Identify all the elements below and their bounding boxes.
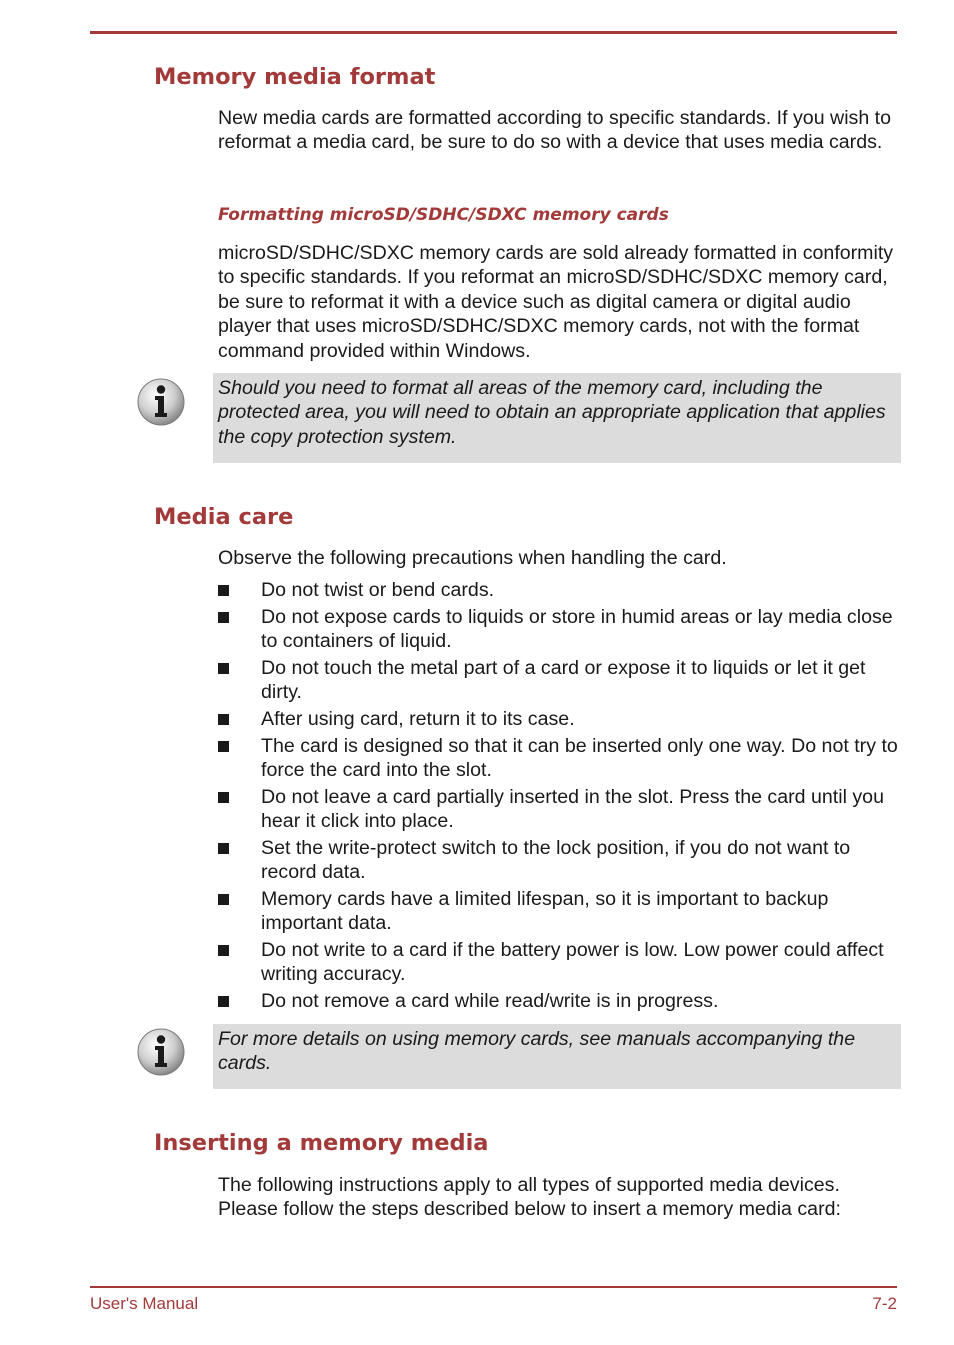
info-icon <box>136 377 186 427</box>
media-care-intro: Observe the following precautions when handling the card. <box>218 547 727 569</box>
bullet-square-icon <box>218 585 229 596</box>
note-text-details: For more details on using memory cards, see manuals accompanying the cards. <box>218 1028 856 1075</box>
memory-format-intro: New media cards are formatted according to specific standards. If you wish to reformat a media card, be sure to do so with a device that uses media cards. <box>218 107 892 154</box>
footer-page-number: 7-2 <box>872 1294 897 1313</box>
formatting-body: microSD/SDHC/SDXC memory cards are sold already formatted in conformity to specific standards. If you reformat an microSD/SDHC/SDXC memory card, be sure to reformat it with a device such as digital camera or digital audio player that uses microSD/SDHC/SDXC memory cards, not with the format command provided within Windows. <box>218 242 894 362</box>
bullet-square-icon <box>218 663 229 674</box>
footer-manual-title: User's Manual <box>90 1294 199 1313</box>
list-item: The card is designed so that it can be inserted only one way. Do not try to force the card into the slot. <box>218 734 902 783</box>
list-item: After using card, return it to its case. <box>218 707 902 731</box>
bullet-square-icon <box>218 612 229 623</box>
header-rule <box>90 31 897 34</box>
footer-rule <box>90 1286 897 1288</box>
note-text-format: Should you need to format all areas of the memory card, including the protected area, you will need to obtain an appropriate application that applies the copy protection system. <box>218 377 886 448</box>
list-item: Do not leave a card partially inserted in the slot. Press the card until you hear it click into place. <box>218 785 902 834</box>
bullet-square-icon <box>218 996 229 1007</box>
info-icon <box>136 1027 186 1077</box>
bullet-square-icon <box>218 894 229 905</box>
list-item: Do not touch the metal part of a card or expose it to liquids or let it get dirty. <box>218 656 902 705</box>
precautions-list <box>218 578 902 1016</box>
bullet-square-icon <box>218 714 229 725</box>
bullet-square-icon <box>218 741 229 752</box>
list-item: Do not twist or bend cards. <box>218 578 902 602</box>
bullet-square-icon <box>218 843 229 854</box>
heading-inserting-memory-media: Inserting a memory media <box>154 1130 489 1156</box>
bullet-square-icon <box>218 945 229 956</box>
heading-memory-media-format: Memory media format <box>154 64 436 90</box>
list-item: Do not expose cards to liquids or store in humid areas or lay media close to containers of liquid. <box>218 605 902 654</box>
list-item: Do not write to a card if the battery power is low. Low power could affect writing accuracy. <box>218 938 902 987</box>
list-item: Memory cards have a limited lifespan, so it is important to backup important data. <box>218 887 902 936</box>
list-item: Set the write-protect switch to the lock position, if you do not want to record data. <box>218 836 902 885</box>
heading-media-care: Media care <box>154 504 294 530</box>
inserting-body: The following instructions apply to all types of supported media devices. Please follow the steps described below to insert a memory media card: <box>218 1174 841 1221</box>
list-item: Do not remove a card while read/write is in progress. <box>218 989 902 1013</box>
bullet-square-icon <box>218 792 229 803</box>
subheading-formatting-microsd: Formatting microSD/SDHC/SDXC memory cards <box>218 205 669 225</box>
